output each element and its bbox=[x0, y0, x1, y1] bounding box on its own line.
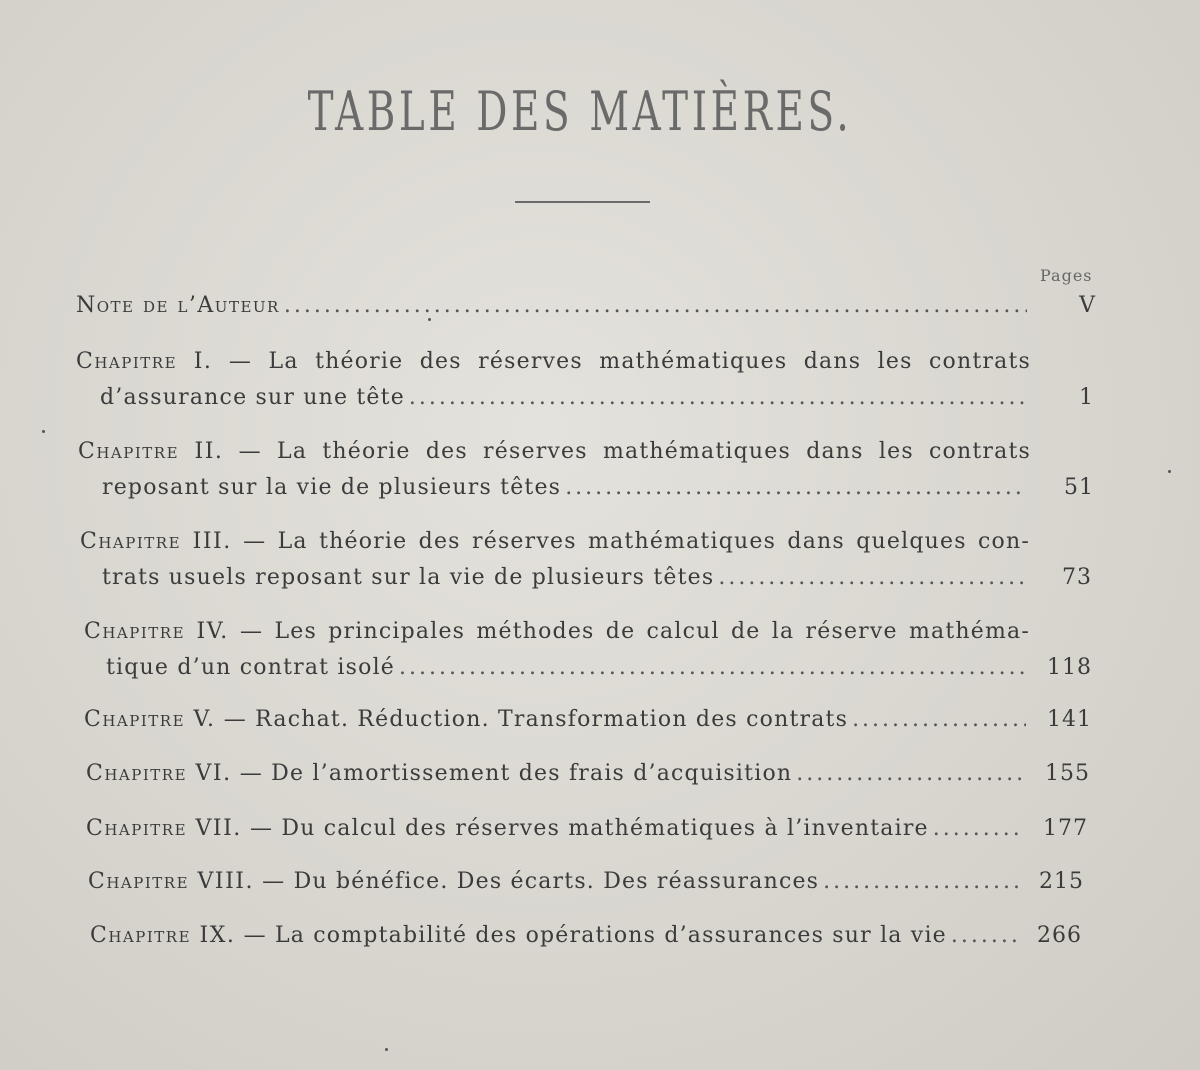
toc-entry-page: 177 bbox=[1043, 816, 1088, 841]
toc-entry-label: Chapitre II. bbox=[78, 439, 224, 464]
toc-entry-title-cont: reposant sur la vie de plusieurs têtes bbox=[102, 475, 562, 500]
toc-entry-label: Note de l’Auteur bbox=[76, 293, 280, 318]
leader-dots bbox=[933, 811, 1024, 847]
toc-entry-label: Chapitre IX. bbox=[90, 923, 236, 948]
paper-speck bbox=[1168, 470, 1171, 473]
toc-entry-title: — La théorie des réserves mathématiques dans les contrats bbox=[238, 439, 1031, 464]
page-title: TABLE DES MATIÈRES. bbox=[307, 80, 853, 143]
leader-dots bbox=[796, 756, 1026, 792]
toc-entry-label: Chapitre IV. bbox=[84, 619, 229, 644]
leader-dots bbox=[409, 380, 1027, 416]
toc-entry-title: — Du calcul des réserves mathématiques à l’inventaire bbox=[249, 816, 929, 841]
toc-entry-label: Chapitre VIII. bbox=[88, 869, 254, 894]
toc-entry-label: Chapitre III. bbox=[80, 529, 232, 554]
toc-entry-page: 73 bbox=[1062, 565, 1092, 590]
leader-dots bbox=[823, 864, 1022, 900]
leader-dots bbox=[399, 650, 1026, 686]
toc-entry-chapitre-5 bbox=[84, 702, 1092, 738]
toc-entry-page: 118 bbox=[1047, 655, 1092, 680]
toc-entry-title: — Les principales méthodes de calcul de la réserve mathéma- bbox=[240, 619, 1030, 644]
paper-speck bbox=[385, 1048, 388, 1051]
toc-entry-page: V bbox=[1079, 293, 1096, 318]
toc-entry-title-cont: trats usuels reposant sur la vie de plusieurs têtes bbox=[102, 565, 715, 590]
pages-column-header: Pages bbox=[1040, 266, 1093, 285]
toc-entry-note bbox=[76, 288, 1096, 324]
toc-entry-title-cont: d’assurance sur une tête bbox=[100, 385, 405, 410]
leader-dots bbox=[718, 560, 1026, 596]
toc-entry-page: 141 bbox=[1047, 707, 1092, 732]
leader-dots bbox=[565, 470, 1027, 506]
paper-speck bbox=[42, 430, 45, 433]
toc-entry-title: — La comptabilité des opérations d’assurances sur la vie bbox=[243, 923, 947, 948]
toc-entry-chapitre-9 bbox=[90, 918, 1082, 954]
leader-dots bbox=[284, 288, 1027, 324]
toc-entry-page: 266 bbox=[1037, 923, 1082, 948]
toc-entry-label: Chapitre VII. bbox=[86, 816, 242, 841]
toc-entry-page: 215 bbox=[1039, 869, 1084, 894]
toc-entry-chapitre-6 bbox=[86, 756, 1090, 792]
toc-entry-chapitre-4 bbox=[84, 614, 1092, 686]
toc-entry-title: — Du bénéfice. Des écarts. Des réassurances bbox=[262, 869, 820, 894]
toc-entry-title-cont: tique d’un contrat isolé bbox=[106, 655, 396, 680]
leader-dots bbox=[951, 918, 1016, 954]
paper-speck bbox=[428, 318, 431, 321]
toc-entry-page: 51 bbox=[1064, 475, 1094, 500]
toc-entry-page: 1 bbox=[1079, 385, 1094, 410]
toc-entry-chapitre-2 bbox=[78, 434, 1094, 506]
toc-entry-title: — De l’amortissement des frais d’acquisition bbox=[239, 761, 793, 786]
leader-dots bbox=[852, 702, 1026, 738]
title-rule bbox=[515, 201, 650, 203]
toc-entry-title: — La théorie des réserves mathématiques dans les contrats bbox=[228, 349, 1031, 374]
toc-entry-title: — Rachat. Réduction. Transformation des contrats bbox=[223, 707, 849, 732]
toc-entry-page: 155 bbox=[1045, 761, 1090, 786]
toc-entry-label: Chapitre I. bbox=[76, 349, 213, 374]
toc-entry-chapitre-3 bbox=[80, 524, 1092, 596]
toc-entry-chapitre-7 bbox=[86, 811, 1088, 847]
toc-entry-chapitre-8 bbox=[88, 864, 1084, 900]
toc-entry-label: Chapitre VI. bbox=[86, 761, 232, 786]
toc-entry-chapitre-1 bbox=[76, 344, 1094, 416]
toc-entry-title: — La théorie des réserves mathématiques dans quelques con- bbox=[243, 529, 1030, 554]
toc-entry-label: Chapitre V. bbox=[84, 707, 216, 732]
